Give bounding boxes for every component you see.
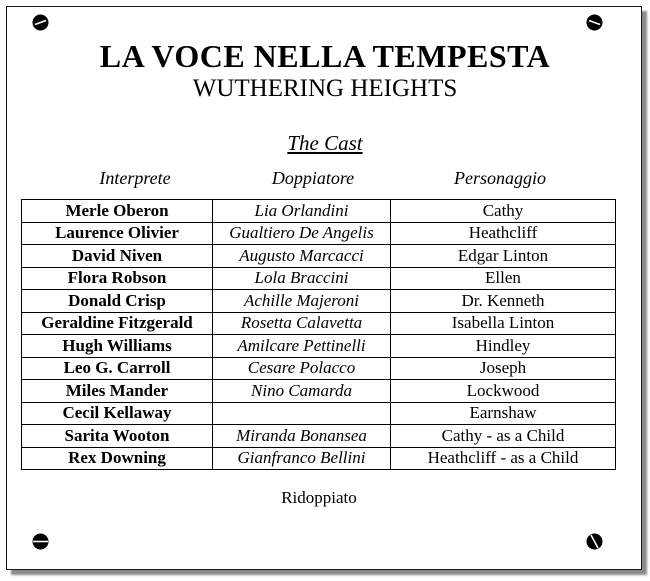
character-cell: Dr. Kenneth (391, 290, 616, 313)
page-title: LA VOCE NELLA TEMPESTA (99, 38, 551, 74)
character-cell: Isabella Linton (391, 312, 616, 335)
table-row (22, 267, 616, 290)
table-row (22, 222, 616, 245)
character-cell: Ellen (391, 267, 616, 290)
character-cell: Earnshaw (391, 402, 616, 425)
dubber-cell: Lia Orlandini (213, 200, 391, 223)
dubber-cell: Gianfranco Bellini (213, 447, 391, 470)
actor-cell: Merle Oberon (22, 200, 213, 223)
column-header-interprete: Interprete (99, 168, 171, 188)
dubber-cell (213, 402, 391, 425)
table-row (22, 380, 616, 403)
dubber-cell: Cesare Polacco (213, 357, 391, 380)
character-cell: Lockwood (391, 380, 616, 403)
character-cell: Heathcliff - as a Child (391, 447, 616, 470)
screw-icon (586, 14, 603, 31)
table-row (22, 245, 616, 268)
screw-icon (586, 533, 603, 550)
dubber-cell: Rosetta Calavetta (213, 312, 391, 335)
actor-cell: David Niven (22, 245, 213, 268)
actor-cell: Laurence Olivier (22, 222, 213, 245)
table-row (22, 425, 616, 448)
cast-heading: The Cast (287, 131, 363, 155)
table-row (22, 335, 616, 358)
page-subtitle: WUTHERING HEIGHTS (192, 75, 458, 102)
actor-cell: Hugh Williams (22, 335, 213, 358)
table-row (22, 290, 616, 313)
character-cell: Heathcliff (391, 222, 616, 245)
actor-cell: Leo G. Carroll (22, 357, 213, 380)
character-cell: Hindley (391, 335, 616, 358)
table-row (22, 200, 616, 223)
character-cell: Joseph (391, 357, 616, 380)
dubber-cell: Achille Majeroni (213, 290, 391, 313)
actor-cell: Geraldine Fitzgerald (22, 312, 213, 335)
actor-cell: Cecil Kellaway (22, 402, 213, 425)
screw-icon (32, 14, 49, 31)
character-cell: Cathy (391, 200, 616, 223)
character-cell: Edgar Linton (391, 245, 616, 268)
table-row (22, 312, 616, 335)
dubber-cell: Nino Camarda (213, 380, 391, 403)
column-header-personaggio: Personaggio (454, 168, 546, 188)
actor-cell: Flora Robson (22, 267, 213, 290)
dubber-cell: Lola Braccini (213, 267, 391, 290)
actor-cell: Miles Mander (22, 380, 213, 403)
dubber-cell: Amilcare Pettinelli (213, 335, 391, 358)
cast-table (21, 199, 616, 470)
dubber-cell: Miranda Bonansea (213, 425, 391, 448)
actor-cell: Rex Downing (22, 447, 213, 470)
dubber-cell: Augusto Marcacci (213, 245, 391, 268)
actor-cell: Sarita Wooton (22, 425, 213, 448)
character-cell: Cathy - as a Child (391, 425, 616, 448)
table-row (22, 402, 616, 425)
screw-icon (32, 533, 49, 550)
footer-note: Ridoppiato (281, 488, 357, 507)
column-header-doppiatore: Doppiatore (271, 168, 355, 188)
actor-cell: Donald Crisp (22, 290, 213, 313)
table-row (22, 447, 616, 470)
table-row (22, 357, 616, 380)
dubber-cell: Gualtiero De Angelis (213, 222, 391, 245)
